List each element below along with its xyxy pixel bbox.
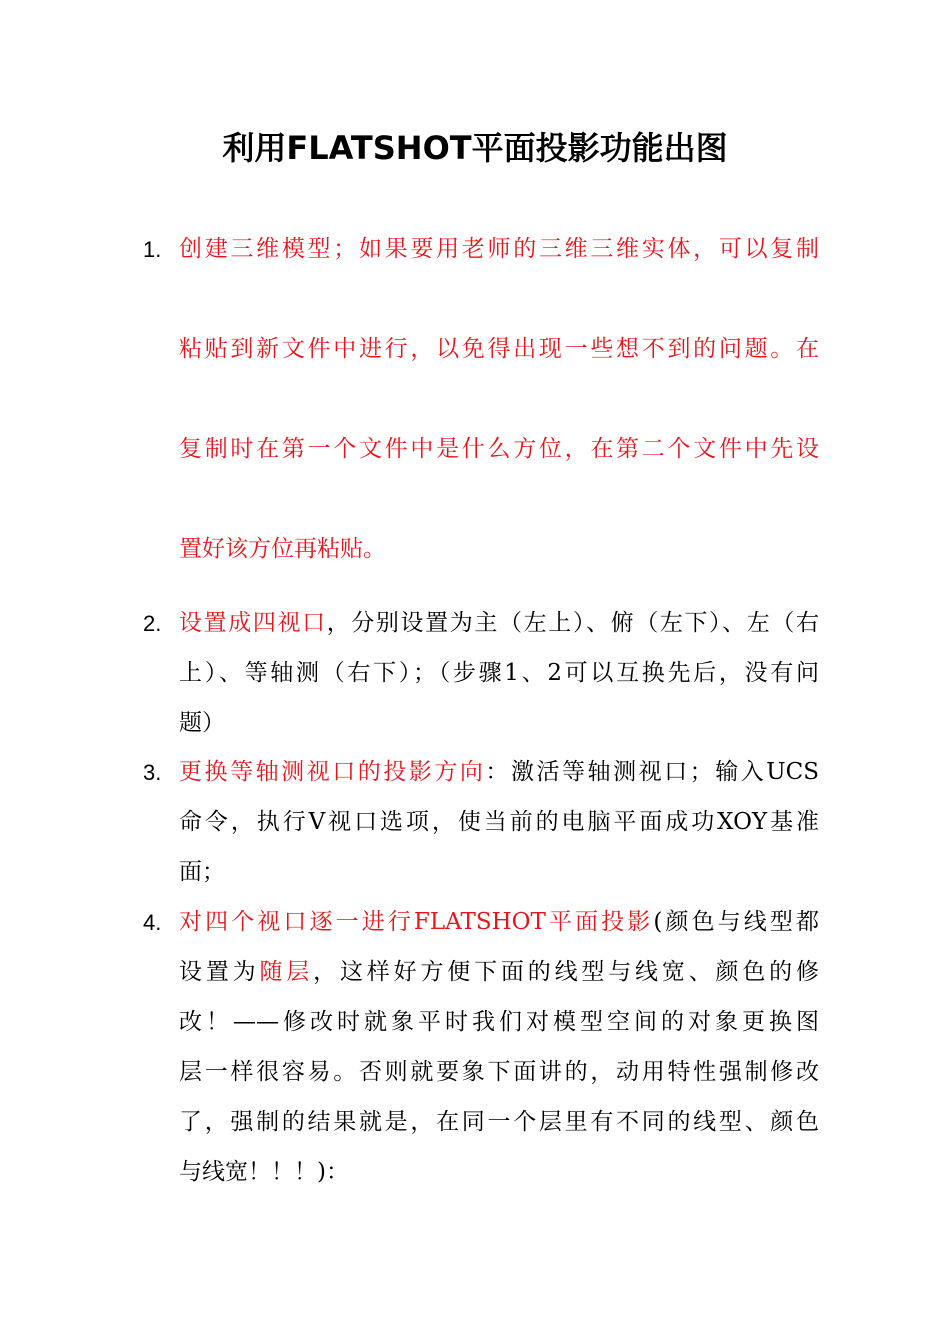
list-item-line: 粘贴到新文件中进行，以免得出现一些想不到的问题。在 <box>179 336 819 362</box>
document-title: 利用FLATSHOT平面投影功能出图 <box>222 129 728 167</box>
list-item-line: 复制时在第一个文件中是什么方位，在第二个文件中先设 <box>179 436 819 462</box>
list-item-line: 了，强制的结果就是，在同一个层里有不同的线型、颜色 <box>179 1109 819 1135</box>
list-item-line: 创建三维模型；如果要用老师的三维三维实体，可以复制 <box>179 236 819 262</box>
body-text: 设置为 <box>179 959 260 985</box>
list-number: 1. <box>143 237 162 262</box>
highlight-text: 对四个视口逐一进行FLATSHOT平面投影 <box>179 909 654 935</box>
list-item-line <box>179 907 819 937</box>
list-item-line: 题） <box>179 710 225 736</box>
list-item-line: 改！——修改时就象平时我们对模型空间的对象更换图 <box>179 1009 819 1035</box>
highlight-text: 更换等轴测视口的投影方向 <box>179 759 486 785</box>
list-number: 3. <box>143 760 162 785</box>
highlight-text: 设置成四视口 <box>179 610 327 636</box>
body-text: ：激活等轴测视口；输入UCS <box>485 759 820 785</box>
highlight-text: 随层 <box>259 959 314 985</box>
list-item-line <box>179 757 819 787</box>
body-text: ，分别设置为主（左上）、俯（左下）、左（右 <box>326 610 820 636</box>
list-item-line: 置好该方位再粘贴。 <box>179 536 386 562</box>
list-number: 4. <box>143 910 162 935</box>
list-item-line: 面； <box>179 859 225 885</box>
list-item-line: 命令，执行V视口选项，使当前的电脑平面成功XOY基准 <box>179 809 819 835</box>
list-item-line: 上）、等轴测（右下）；（步骤1、2可以互换先后，没有问 <box>179 660 819 686</box>
list-item-line: 与线宽！！！)： <box>179 1159 349 1185</box>
body-text: ，这样好方便下面的线型与线宽、颜色的修 <box>313 959 820 985</box>
list-number: 2. <box>143 611 162 636</box>
list-item-line <box>179 608 819 638</box>
list-item-line: 层一样很容易。否则就要象下面讲的，动用特性强制修改 <box>179 1059 819 1085</box>
list-item-line <box>179 957 819 987</box>
body-text: (颜色与线型都 <box>653 909 819 935</box>
